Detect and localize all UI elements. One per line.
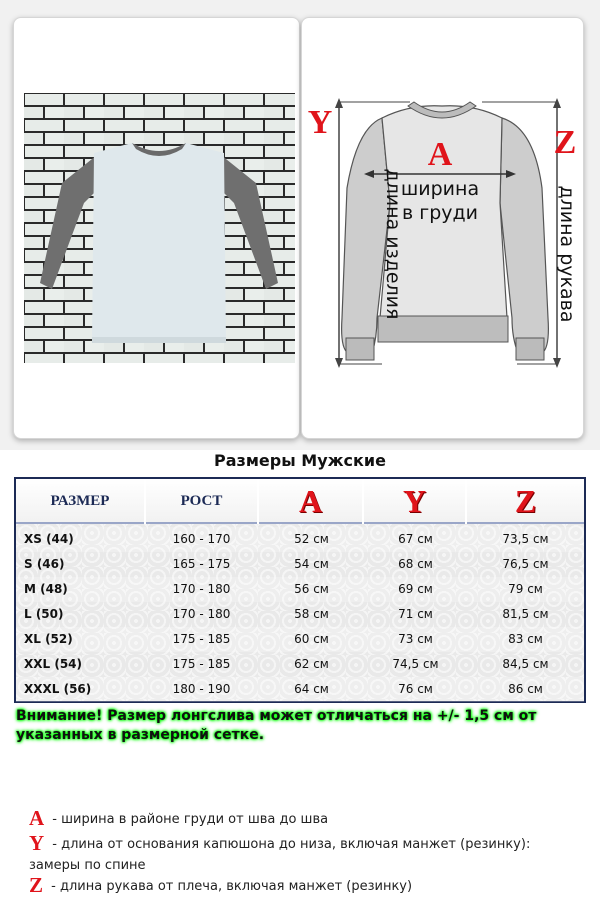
chest-width-label-line1: ширина bbox=[400, 178, 480, 200]
cell-z: 76,5 см bbox=[502, 557, 549, 571]
chest-width-label-line2: в груди bbox=[401, 202, 478, 224]
cell-z: 84,5 см bbox=[502, 657, 549, 671]
cell-y: 73 см bbox=[398, 632, 433, 646]
cell-z: 86 см bbox=[508, 682, 543, 696]
table-row bbox=[16, 527, 584, 552]
cell-size: M (48) bbox=[24, 582, 68, 596]
legend-text-a: - ширина в районе груди от шва до шва bbox=[48, 812, 329, 827]
cell-size: S (46) bbox=[24, 557, 65, 571]
header-size-label: РАЗМЕР bbox=[50, 493, 110, 509]
letter-a-marker: A bbox=[427, 136, 453, 173]
cell-size: XL (52) bbox=[24, 632, 73, 646]
cell-y: 67 см bbox=[398, 532, 433, 546]
cell-height: 165 - 175 bbox=[172, 557, 231, 571]
legend-letter-a: A bbox=[29, 806, 45, 830]
cell-a: 56 см bbox=[294, 582, 329, 596]
product-photo-card[interactable] bbox=[13, 17, 300, 439]
table-header bbox=[16, 479, 584, 524]
header-z bbox=[467, 479, 584, 524]
section-title: Размеры Мужские bbox=[214, 451, 386, 470]
table-row bbox=[16, 677, 584, 702]
cell-z: 83 см bbox=[508, 632, 543, 646]
table-row bbox=[16, 652, 584, 677]
cell-size: XS (44) bbox=[24, 532, 74, 546]
table-row bbox=[16, 577, 584, 602]
legend-item-a bbox=[29, 808, 328, 830]
table-body bbox=[16, 527, 584, 702]
cell-height: 160 - 170 bbox=[172, 532, 231, 546]
header-y bbox=[364, 479, 467, 524]
legend-text-y: - длина от основания капюшона до низа, включая манжет (резинку): замеры по спине bbox=[29, 837, 531, 873]
header-z-label: Z bbox=[514, 483, 537, 519]
table-row bbox=[16, 602, 584, 627]
header-height bbox=[146, 479, 259, 524]
cell-size: XXL (54) bbox=[24, 657, 82, 671]
cell-size: XXXL (56) bbox=[24, 682, 92, 696]
header-a-label: A bbox=[298, 483, 323, 519]
cell-y: 74,5 см bbox=[392, 657, 439, 671]
cell-z: 73,5 см bbox=[502, 532, 549, 546]
cell-a: 62 см bbox=[294, 657, 329, 671]
header-y-label: Y bbox=[402, 483, 427, 519]
cell-height: 175 - 185 bbox=[172, 657, 231, 671]
cell-height: 170 - 180 bbox=[172, 582, 231, 596]
size-table bbox=[14, 477, 586, 703]
cell-a: 58 см bbox=[294, 607, 329, 621]
cell-a: 64 см bbox=[294, 682, 329, 696]
letter-y-marker: Y bbox=[307, 104, 333, 141]
measurement-diagram-card[interactable] bbox=[301, 17, 584, 439]
cell-y: 69 см bbox=[398, 582, 433, 596]
cell-height: 180 - 190 bbox=[172, 682, 231, 696]
legend-letter-y: Y bbox=[29, 831, 45, 855]
cell-y: 71 см bbox=[398, 607, 433, 621]
cell-z: 81,5 см bbox=[502, 607, 549, 621]
cell-height: 175 - 185 bbox=[172, 632, 231, 646]
table-row bbox=[16, 627, 584, 652]
product-photo bbox=[24, 93, 295, 363]
table-row bbox=[16, 552, 584, 577]
header-size bbox=[16, 479, 146, 524]
longsleeve-photo-illustration bbox=[24, 93, 295, 363]
cell-a: 52 см bbox=[294, 532, 329, 546]
letter-z-marker: Z bbox=[553, 124, 577, 161]
cell-z: 79 см bbox=[508, 582, 543, 596]
legend-text-z: - длина рукава от плеча, включая манжет (резинку) bbox=[47, 879, 413, 894]
cell-size: L (50) bbox=[24, 607, 64, 621]
legend-letter-z: Z bbox=[29, 873, 44, 897]
legend-item-z bbox=[29, 875, 412, 897]
product-length-label: длина изделия bbox=[382, 168, 404, 320]
cell-a: 60 см bbox=[294, 632, 329, 646]
chest-width-label bbox=[380, 177, 500, 225]
cell-y: 76 см bbox=[398, 682, 433, 696]
header-height-label: РОСТ bbox=[180, 493, 223, 509]
sleeve-length-label: длина рукава bbox=[556, 185, 578, 323]
size-notice: Внимание! Размер лонгслива может отличаться на +/- 1,5 см от указанных в размерной сетке. bbox=[16, 708, 537, 743]
legend-item-y bbox=[29, 833, 579, 876]
header-a bbox=[259, 479, 364, 524]
cell-height: 170 - 180 bbox=[172, 607, 231, 621]
measurement-diagram bbox=[302, 18, 583, 438]
cell-a: 54 см bbox=[294, 557, 329, 571]
cell-y: 68 см bbox=[398, 557, 433, 571]
